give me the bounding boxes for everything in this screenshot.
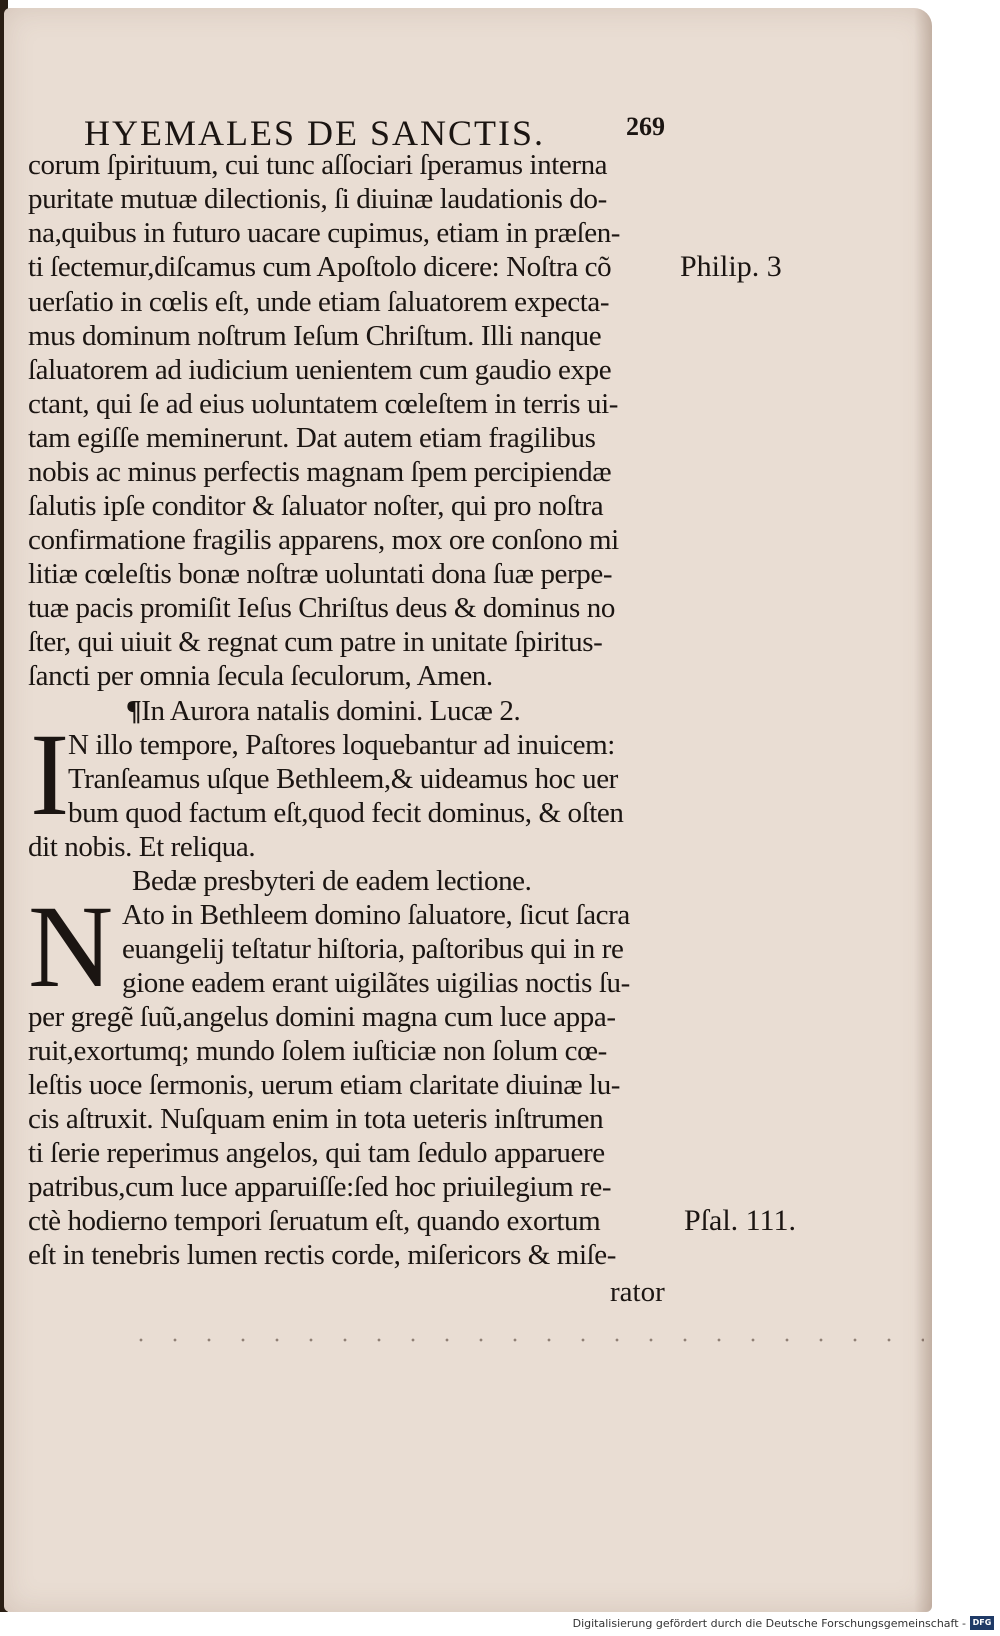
text-line: dit nobis. Et reliqua. [28, 831, 256, 863]
drop-cap-initial: N [28, 881, 114, 1012]
catchword: rator [610, 1276, 665, 1308]
text-line: patribus,cum luce apparuiſſe:ſed hoc priuilegium re- [28, 1171, 612, 1203]
sermon-heading: Bedæ presbyteri de eadem lectione. [132, 865, 532, 897]
text-line: nobis ac minus perfectis magnam ſpem percipiendæ [28, 456, 612, 488]
section-heading [126, 694, 520, 728]
text-line: ti ſerie reperimus angelos, qui tam ſedulo apparuere [28, 1137, 605, 1169]
dfg-logo-icon: DFG [970, 1616, 994, 1630]
pilcrow-icon: ¶ [126, 695, 142, 727]
drop-cap-initial: I [30, 709, 70, 840]
text-line: ſaluatorem ad iudicium uenientem cum gaudio expe [28, 354, 612, 386]
text-line: eſt in tenebris lumen rectis corde, miſericors & miſe- [28, 1239, 617, 1271]
text-line: ruit,exortumq; mundo ſolem iuſticiæ non ſolum cœ- [28, 1035, 607, 1067]
text-line: corum ſpirituum, cui tunc aſſociari ſperamus interna [28, 149, 608, 181]
text-line: na,quibus in futuro uacare cupimus, etiam in præſen- [28, 217, 621, 249]
text-line: ctè hodierno tempori ſeruatum eſt, quando exortum [28, 1205, 601, 1237]
digitization-credit: Digitalisierung gefördert durch die Deutsche Forschungsgemeinschaft - [572, 1617, 966, 1630]
text-line: mus dominum noſtrum Ieſum Chriſtum. Illi nanque [28, 320, 602, 352]
text-line: Tranſeamus uſque Bethleem,& uideamus hoc uer [68, 763, 618, 795]
text-line: ti ſectemur,diſcamus cum Apoſtolo dicere: Noſtra cõ [28, 251, 612, 283]
text-line: gione eadem erant uigilãtes uigilias noctis ſu- [122, 967, 630, 999]
text-line: N illo tempore, Paſtores loquebantur ad inuicem: [68, 729, 615, 761]
page-number: 269 [626, 112, 665, 141]
section-heading-text: In Aurora natalis domini. Lucæ 2. [141, 695, 521, 727]
text-line: confirmatione fragilis apparens, mox ore conſono mi [28, 524, 619, 556]
running-head: HYEMALES DE SANCTIS. [84, 113, 546, 153]
text-line: cis aſtruxit. Nuſquam enim in tota ueteris inſtrumen [28, 1103, 604, 1135]
text-line: Ato in Bethleem domino ſaluatore, ſicut ſacra [122, 899, 630, 931]
text-line: uerſatio in cœlis eſt, unde etiam ſaluatorem expecta- [28, 286, 610, 318]
text-line: litiæ cœleſtis bonæ noſtræ uoluntati dona ſuæ perpe- [28, 558, 613, 590]
text-line: leſtis uoce ſermonis, uerum etiam claritate diuinæ lu- [28, 1069, 621, 1101]
text-line: euangelij teſtatur hiſtoria, paſtoribus qui in re [122, 933, 624, 965]
margin-note-philippians: Philip. 3 [680, 250, 782, 283]
text-line: ſancti per omnia ſecula ſeculorum, Amen. [28, 660, 493, 692]
text-line: bum quod factum eſt,quod fecit dominus, & oſten [68, 797, 624, 829]
margin-note-psalm: Pſal. 111. [684, 1204, 796, 1237]
text-line: ſter, qui uiuit & regnat cum patre in unitate ſpiritus- [28, 626, 603, 658]
text-line: ſalutis ipſe conditor & ſaluator noſter, qui pro noſtra [28, 490, 604, 522]
text-line: tuæ pacis promiſit Ieſus Chriſtus deus & dominus no [28, 592, 615, 624]
text-line: per gregẽ ſuũ,angelus domini magna cum luce appa- [28, 1001, 616, 1033]
page-dot-trace [124, 1338, 924, 1342]
text-line: tam egiſſe meminerunt. Dat autem etiam fragilibus [28, 422, 596, 454]
book-page [4, 8, 932, 1612]
text-line: puritate mutuæ dilectionis, ſi diuinæ laudationis do- [28, 183, 607, 215]
text-line: ctant, qui ſe ad eius uoluntatem cœleſtem in terris ui- [28, 388, 619, 420]
